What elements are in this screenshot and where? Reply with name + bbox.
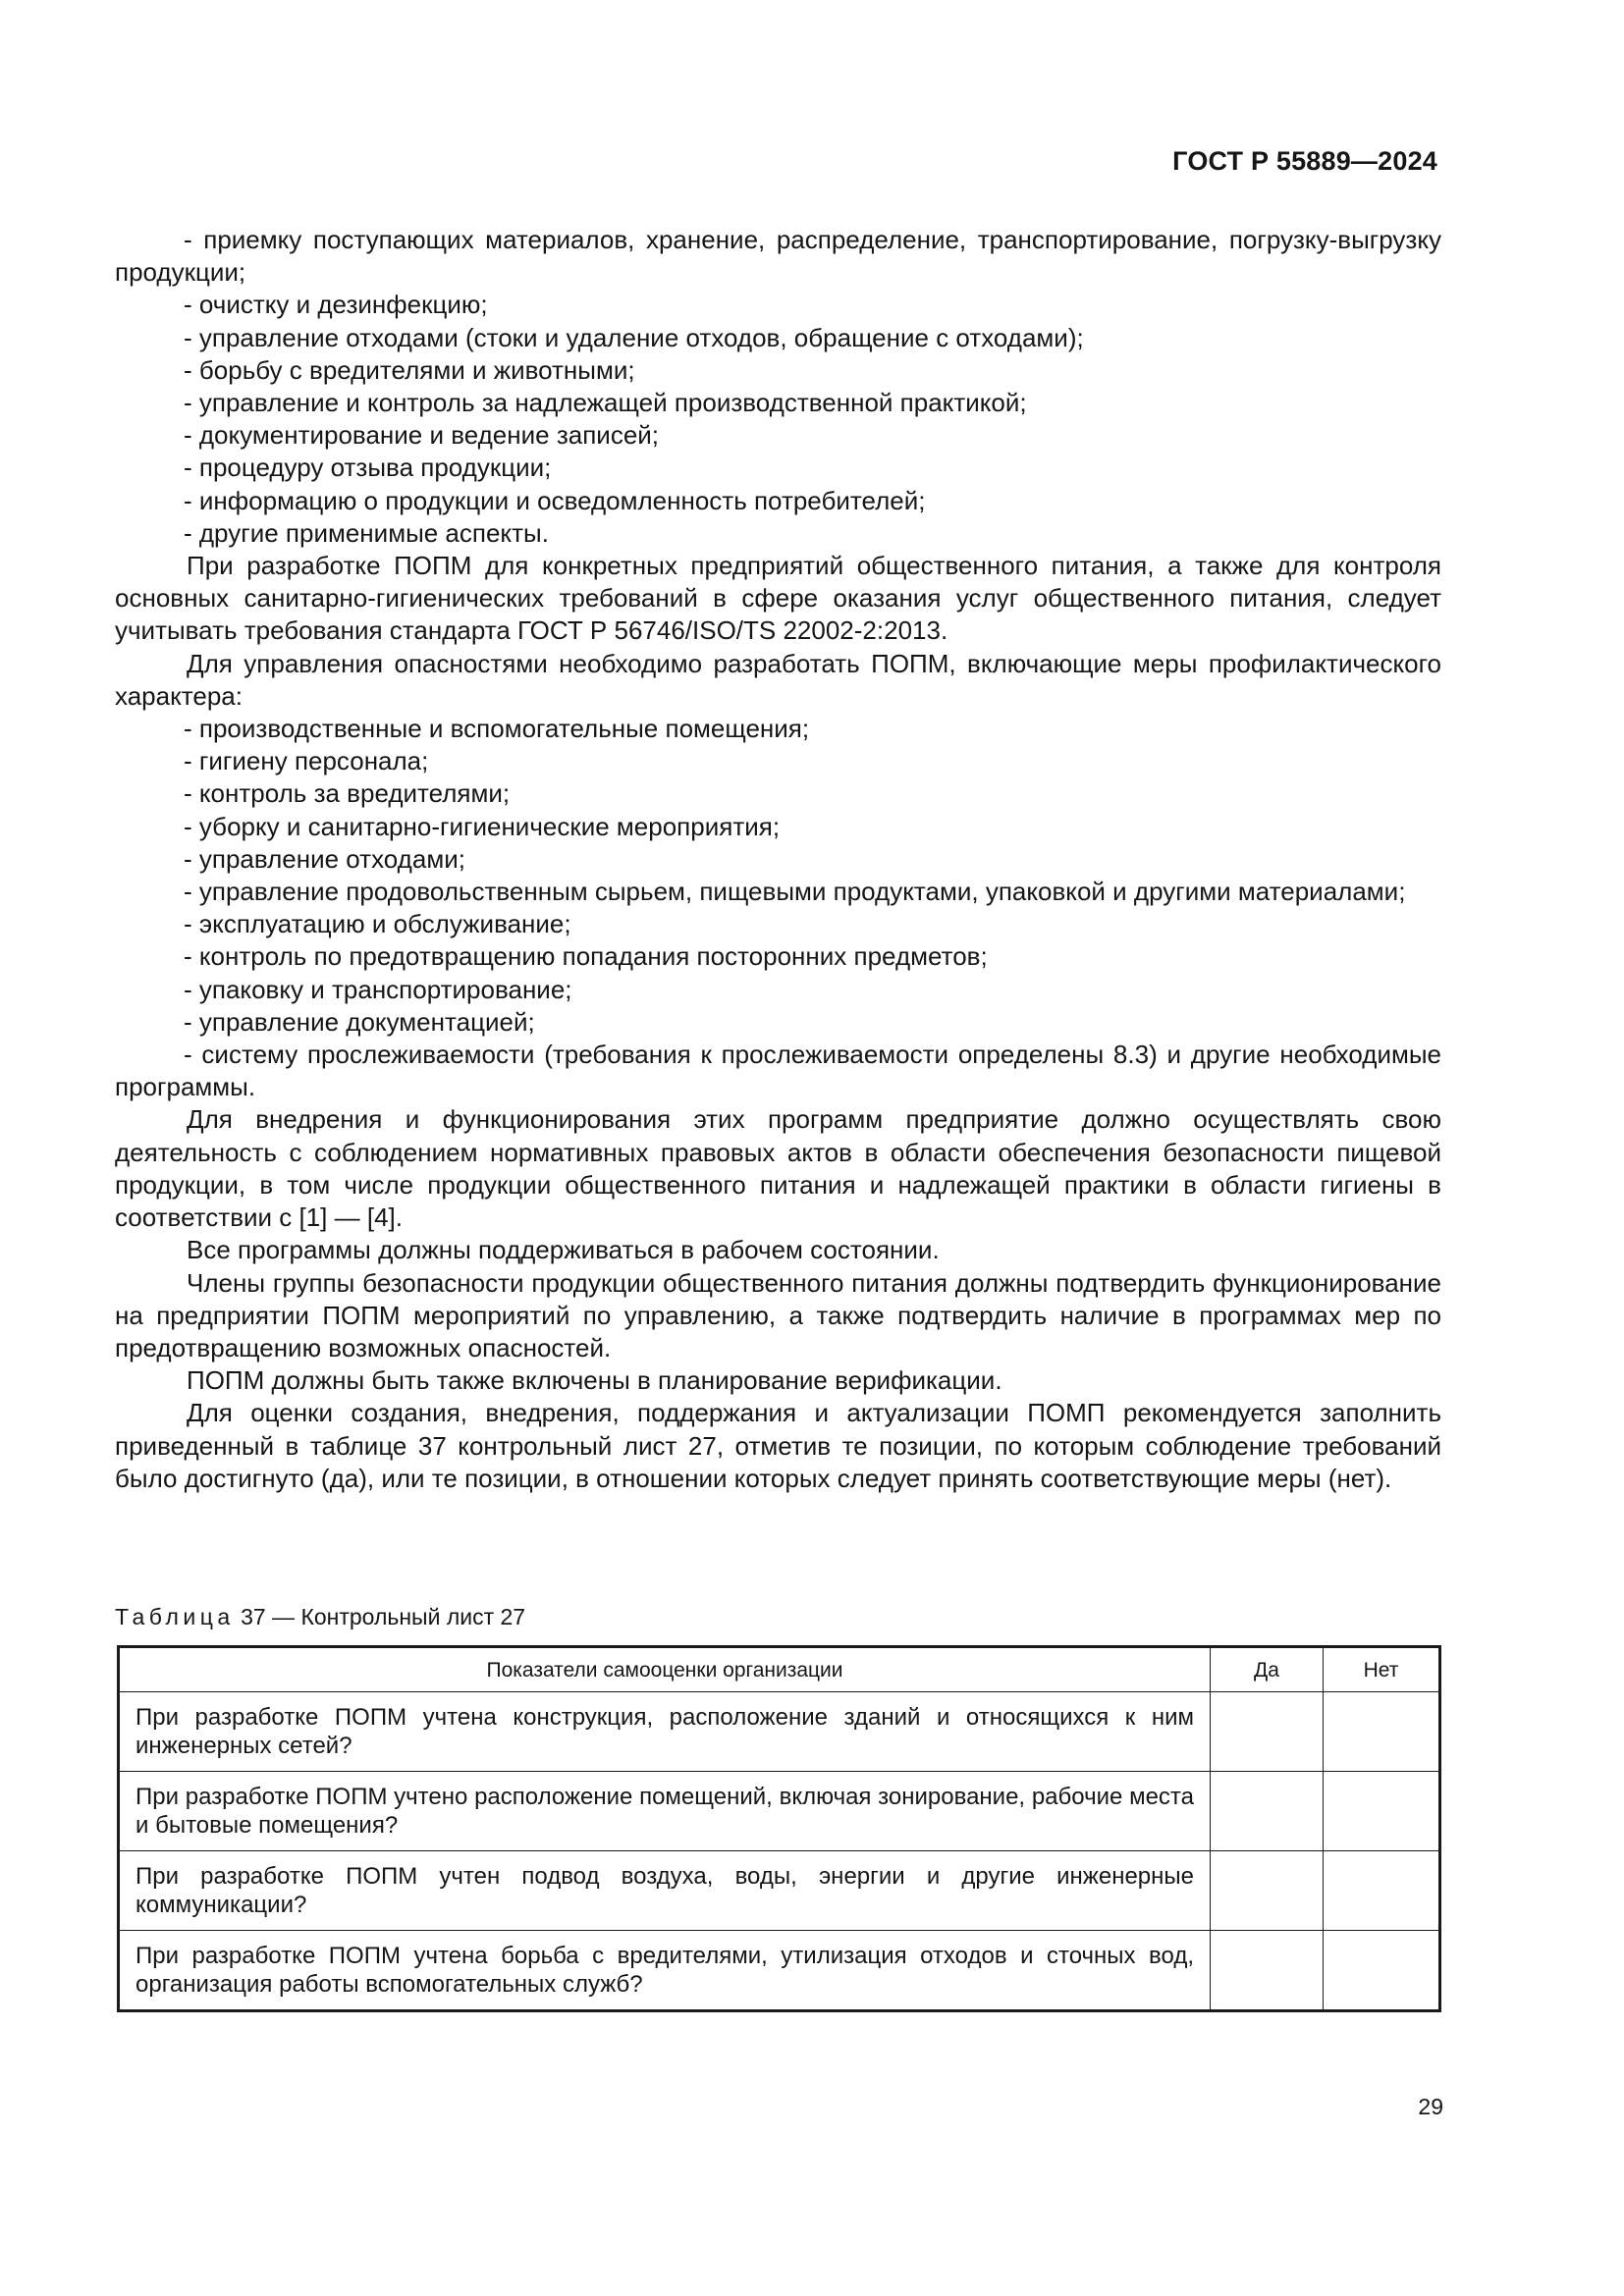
no-cell[interactable] [1324,1772,1440,1851]
no-cell[interactable] [1324,1851,1440,1931]
table-row [119,1931,1440,2011]
header-indicator: Показатели самооценки организации [119,1647,1211,1692]
table-caption-word: Таблица [115,1604,235,1629]
list-item: - управление документацией; [184,1006,535,1037]
table-caption-title: 37 — Контрольный лист 27 [241,1604,526,1629]
list-item: - уборку и санитарно-гигиенические мероприятия; [184,811,781,841]
list-item: - управление отходами (стоки и удаление отходов, обращение с отходами); [184,322,1084,352]
document-code-header: ГОСТ Р 55889—2024 [1172,146,1437,176]
paragraph: Для внедрения и функционирования этих программ предприятие должно осуществлять свою деятельность с соблюдением нормативных правовых актов в области обеспечения безопасности пищевой продукции, в том числе продукции общественного питания и надлежащей практики в области гигиены в соответствии с [1] — [4]. [115,1104,1441,1233]
header-no: Нет [1324,1647,1440,1692]
question-cell: При разработке ПОПМ учтена борьба с вредителями, утилизация отходов и сточных вод, организация работы вспомогательных служб? [119,1931,1211,2011]
list-item: - документирование и ведение записей; [184,420,660,451]
header-yes: Да [1211,1647,1324,1692]
list-item: - производственные и вспомогательные помещения; [184,714,810,744]
no-cell[interactable] [1324,1931,1440,2011]
checklist-table [117,1645,1441,2012]
table-caption [115,1604,525,1630]
list-item: - контроль за вредителями; [184,778,511,809]
body-text [115,224,1441,1495]
list-item: - очистку и дезинфекцию; [184,290,488,320]
list-item: - процедуру отзыва продукции; [184,453,552,483]
list-item: - гигиену персонала; [184,746,429,776]
paragraph: ПОПМ должны быть также включены в планирование верификации. [187,1365,1002,1396]
list-item: - другие применимые аспекты. [184,517,549,548]
table-row [119,1692,1440,1772]
list-item: - управление продовольственным сырьем, пищевыми продуктами, упаковкой и другими материалами; [184,877,1406,907]
paragraph: При разработке ПОПМ для конкретных предприятий общественного питания, а также для контроля основных санитарно-гигиенических требований в сфере оказания услуг общественного питания, следует учитывать требования стандарта ГОСТ Р 56746/ISO/TS 22002-2:2013. [115,551,1441,646]
list-item: - информацию о продукции и осведомленность потребителей; [184,485,926,515]
list-item: - систему прослеживаемости (требования к прослеживаемости определены 8.3) и другие необходимые программы. [115,1040,1441,1102]
list-item: - упаковку и транспортирование; [184,974,572,1004]
list-item: - управление отходами; [184,843,465,874]
table-header-row [119,1647,1440,1692]
yes-cell[interactable] [1211,1772,1324,1851]
paragraph: Члены группы безопасности продукции общественного питания должны подтвердить функционирование на предприятии ПОПМ мероприятий по управлению, а также подтвердить наличие в программах мер по предотвращению возможных опасностей. [115,1267,1441,1362]
list-item: - борьбу с вредителями и животными; [184,354,635,385]
paragraph: Для оценки создания, внедрения, поддержания и актуализации ПОМП рекомендуется заполнить приведенный в таблице 37 контрольный лист 27, отметив те позиции, по которым соблюдение требований было достигнуто (да), или те позиции, в отношении которых следует принять соответствующие меры (нет). [115,1398,1441,1493]
yes-cell[interactable] [1211,1692,1324,1772]
list-item: - управление и контроль за надлежащей производственной практикой; [184,388,1027,418]
yes-cell[interactable] [1211,1851,1324,1931]
paragraph: Все программы должны поддерживаться в рабочем состоянии. [187,1235,940,1265]
question-cell: При разработке ПОПМ учтена конструкция, расположение зданий и относящихся к ним инженерных сетей? [119,1692,1211,1772]
question-cell: При разработке ПОПМ учтен подвод воздуха, воды, энергии и другие инженерные коммуникации? [119,1851,1211,1931]
no-cell[interactable] [1324,1692,1440,1772]
list-item: - приемку поступающих материалов, хранение, распределение, транспортирование, погрузку-выгрузку продукции; [115,225,1441,288]
question-cell: При разработке ПОПМ учтено расположение помещений, включая зонирование, рабочие места и бытовые помещения? [119,1772,1211,1851]
list-item: - контроль по предотвращению попадания посторонних предметов; [184,941,988,972]
table-row [119,1772,1440,1851]
page-number: 29 [1418,2094,1443,2119]
paragraph: Для управления опасностями необходимо разработать ПОПМ, включающие меры профилактического характера: [115,648,1441,711]
yes-cell[interactable] [1211,1931,1324,2011]
list-item: - эксплуатацию и обслуживание; [184,909,571,939]
table-row [119,1851,1440,1931]
